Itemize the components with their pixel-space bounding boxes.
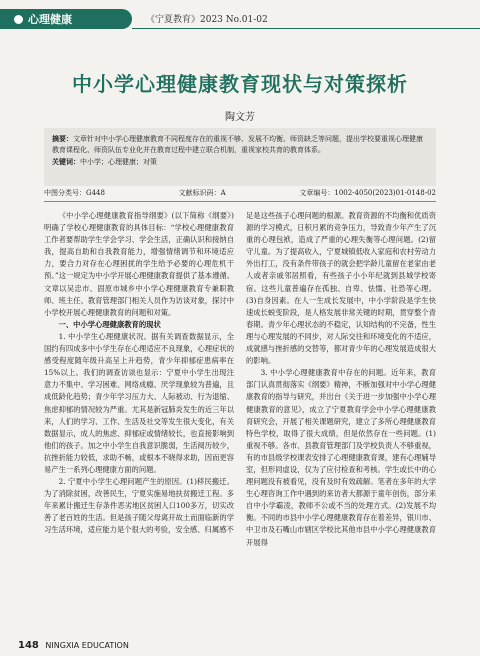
header-rule — [132, 28, 480, 29]
body-left-column — [44, 210, 234, 610]
paragraph: 3. 中小学心理健康教育中存在的问题。近年来，教育部门认真贯彻落实《纲要》精神，不断加强对中小学心理健康教育的指导与研究，并出台《关于进一步加强中小学心理健康教育的意见》，成立了宁夏教育学会中小学心理健康教育研究会，开展了相关课题研究，建立了多所心理健康教育特色学校，取得了很大成绩，但是依然存在一些问题。(1)重视不够。各市、县教育管理部门及学校负责人不够重视，有的市县级学校课表安排了心理健康教育课，建有心理辅导室，但形同虚设，仅为了应付检查和考核。学生或长中的心理问题没有被看见，没有及时有效疏解。笔者在多年的大学生心理咨询工作中遇到的来访者大都源于童年创伤，部分来自中小学霸凌，教师不公或不当的处理方式。(2)发展不均衡。不同的市县中小学心理健康教育存在着差异，银川市、中卫市及石嘴山市辖区学校比其他市县中小学心理健康教育开展得 — [246, 368, 436, 547]
abstract-text: 文章针对中小学心理健康教育不同程度存在的重视不够、发展不均衡、师资缺乏等问题，提出学校要重视心理健康教育课程化、师资队伍专业化并在教育过程中建立联合机制，重视家校共育的教育体系。 — [52, 135, 423, 154]
section-label: 心理健康 — [28, 13, 72, 26]
section-tab — [0, 9, 132, 29]
article-number: 文章编号：1002-4050(2023)01-0148-02 — [299, 189, 436, 197]
journal-line: 《宁夏教育》2023 No.01-02 — [146, 15, 268, 25]
page-footer — [18, 640, 129, 651]
keywords-text: 中小学；心理健康；对策 — [80, 158, 157, 166]
section-bullet-icon — [14, 15, 23, 24]
abstract — [52, 133, 428, 156]
article-author: 陶文芳 — [225, 112, 255, 123]
paragraph: 1. 中小学生心理健康状况。据有关调查数据显示，全国约有四成多中小学生存在心理适应不良现象，心理症状的感受程度随年级升高呈上升趋势，青少年抑郁症患病率在15%以上。我们的调查访谈也显示：宁夏中小学生出现注意力不集中、学习困难、网络成瘾、厌学现象较为普遍，且成低龄化趋势；青少年学习压力大、人际被动、行为退缩、焦虑抑郁的情况较为严重。尤其是新冠肺炎发生的近三年以来，人们的学习、工作、生活及社交等发生很大变化，有关数据显示，成人的焦虑、抑郁症或情绪较长，也直接影响到他们的孩子。加之中小学生自我意识脆弱，生活阅历较少，抗挫折能力较低，求助不畅，或根本不晓得求助，因而更容易产生一系列心理健康方面的问题。 — [44, 331, 234, 474]
doc-code: 文献标识码：A — [178, 189, 226, 197]
paragraph: 2. 宁夏中小学生心理问题产生的原因。(1)移民搬迁。为了消除贫困，改善民生，宁夏实施易地扶贫搬迁工程。多年来累计搬迁生存条件恶劣地区贫困人口100多万，切实改善了老百姓的生活。但是孩子随父母离开故土而面临新的学习生活环境，适应能力是个很大的考验，安全感、归属感不 — [44, 477, 234, 535]
paragraph: 《中小学心理健康教育指导纲要》(以下简称《纲要》)明确了学校心理健康教育的具体目标：“学校心理健康教育工作者要帮助学生学会学习、学会生活，正确认识和接纳自我，提高自助和自我教育能力，增强情绪调节和环境适应力，要合力对存在心理困扰的学生给予必要的心理危机干预。”这一规定为中小学开展心理健康教育提供了基本遵循。文章以吴忠市、固原市城乡中小学心理健康教育专兼职教师、班主任、教育管理部门相关人员作为访谈对象，探讨中小学校开展心理健康教育的问题和对策。 — [44, 211, 234, 317]
page-number: 148 — [18, 640, 39, 651]
article-meta — [44, 188, 436, 200]
keywords — [52, 156, 428, 168]
meta-rule — [44, 201, 436, 202]
abstract-box — [44, 128, 436, 186]
keywords-label: 关键词： — [52, 157, 80, 166]
paragraph: 足是这些孩子心理问题的根源。教育资源的不均衡和优质资源的学习模式，日积月累的竞争压力，导致青少年产生了沉重的心理包袱，造成了严重的心理失衡等心理问题。(2)留守儿童。为了提高收入，宁夏城镇低收入家庭和农村劳动力外出打工，没有条件带孩子的就会把学龄儿童留在老家由老人或者亲戚邻居照看，有些孩子小小年纪就到县城学校寄宿。这些儿童普遍存在孤独、自卑、怯懦、社恐等心理。(3)自身因素。在人一生成长发展中，中小学阶段是学生快速成长蜕变阶段，是人格发展非常关键的时期，贯穿整个青春期。青少年心理状态的不稳定，认知结构的不完备，性生理与心理发展的不同步，对人际交往和环境变化的不适应，成就感与挫折感的交替等，都对青少年的心理发展造成很大的影响。 — [246, 211, 436, 366]
section-heading: 一、中小学心理健康教育的现状 — [58, 319, 161, 329]
abstract-label: 摘要： — [52, 134, 73, 143]
article-title: 中小学心理健康教育现状与对策探析 — [72, 72, 408, 96]
page-header — [0, 0, 480, 30]
journal-english-name: NINGXIA EDUCATION — [45, 641, 129, 650]
body-right-column — [246, 210, 436, 610]
clc-code: 中图分类号：G448 — [44, 189, 105, 197]
